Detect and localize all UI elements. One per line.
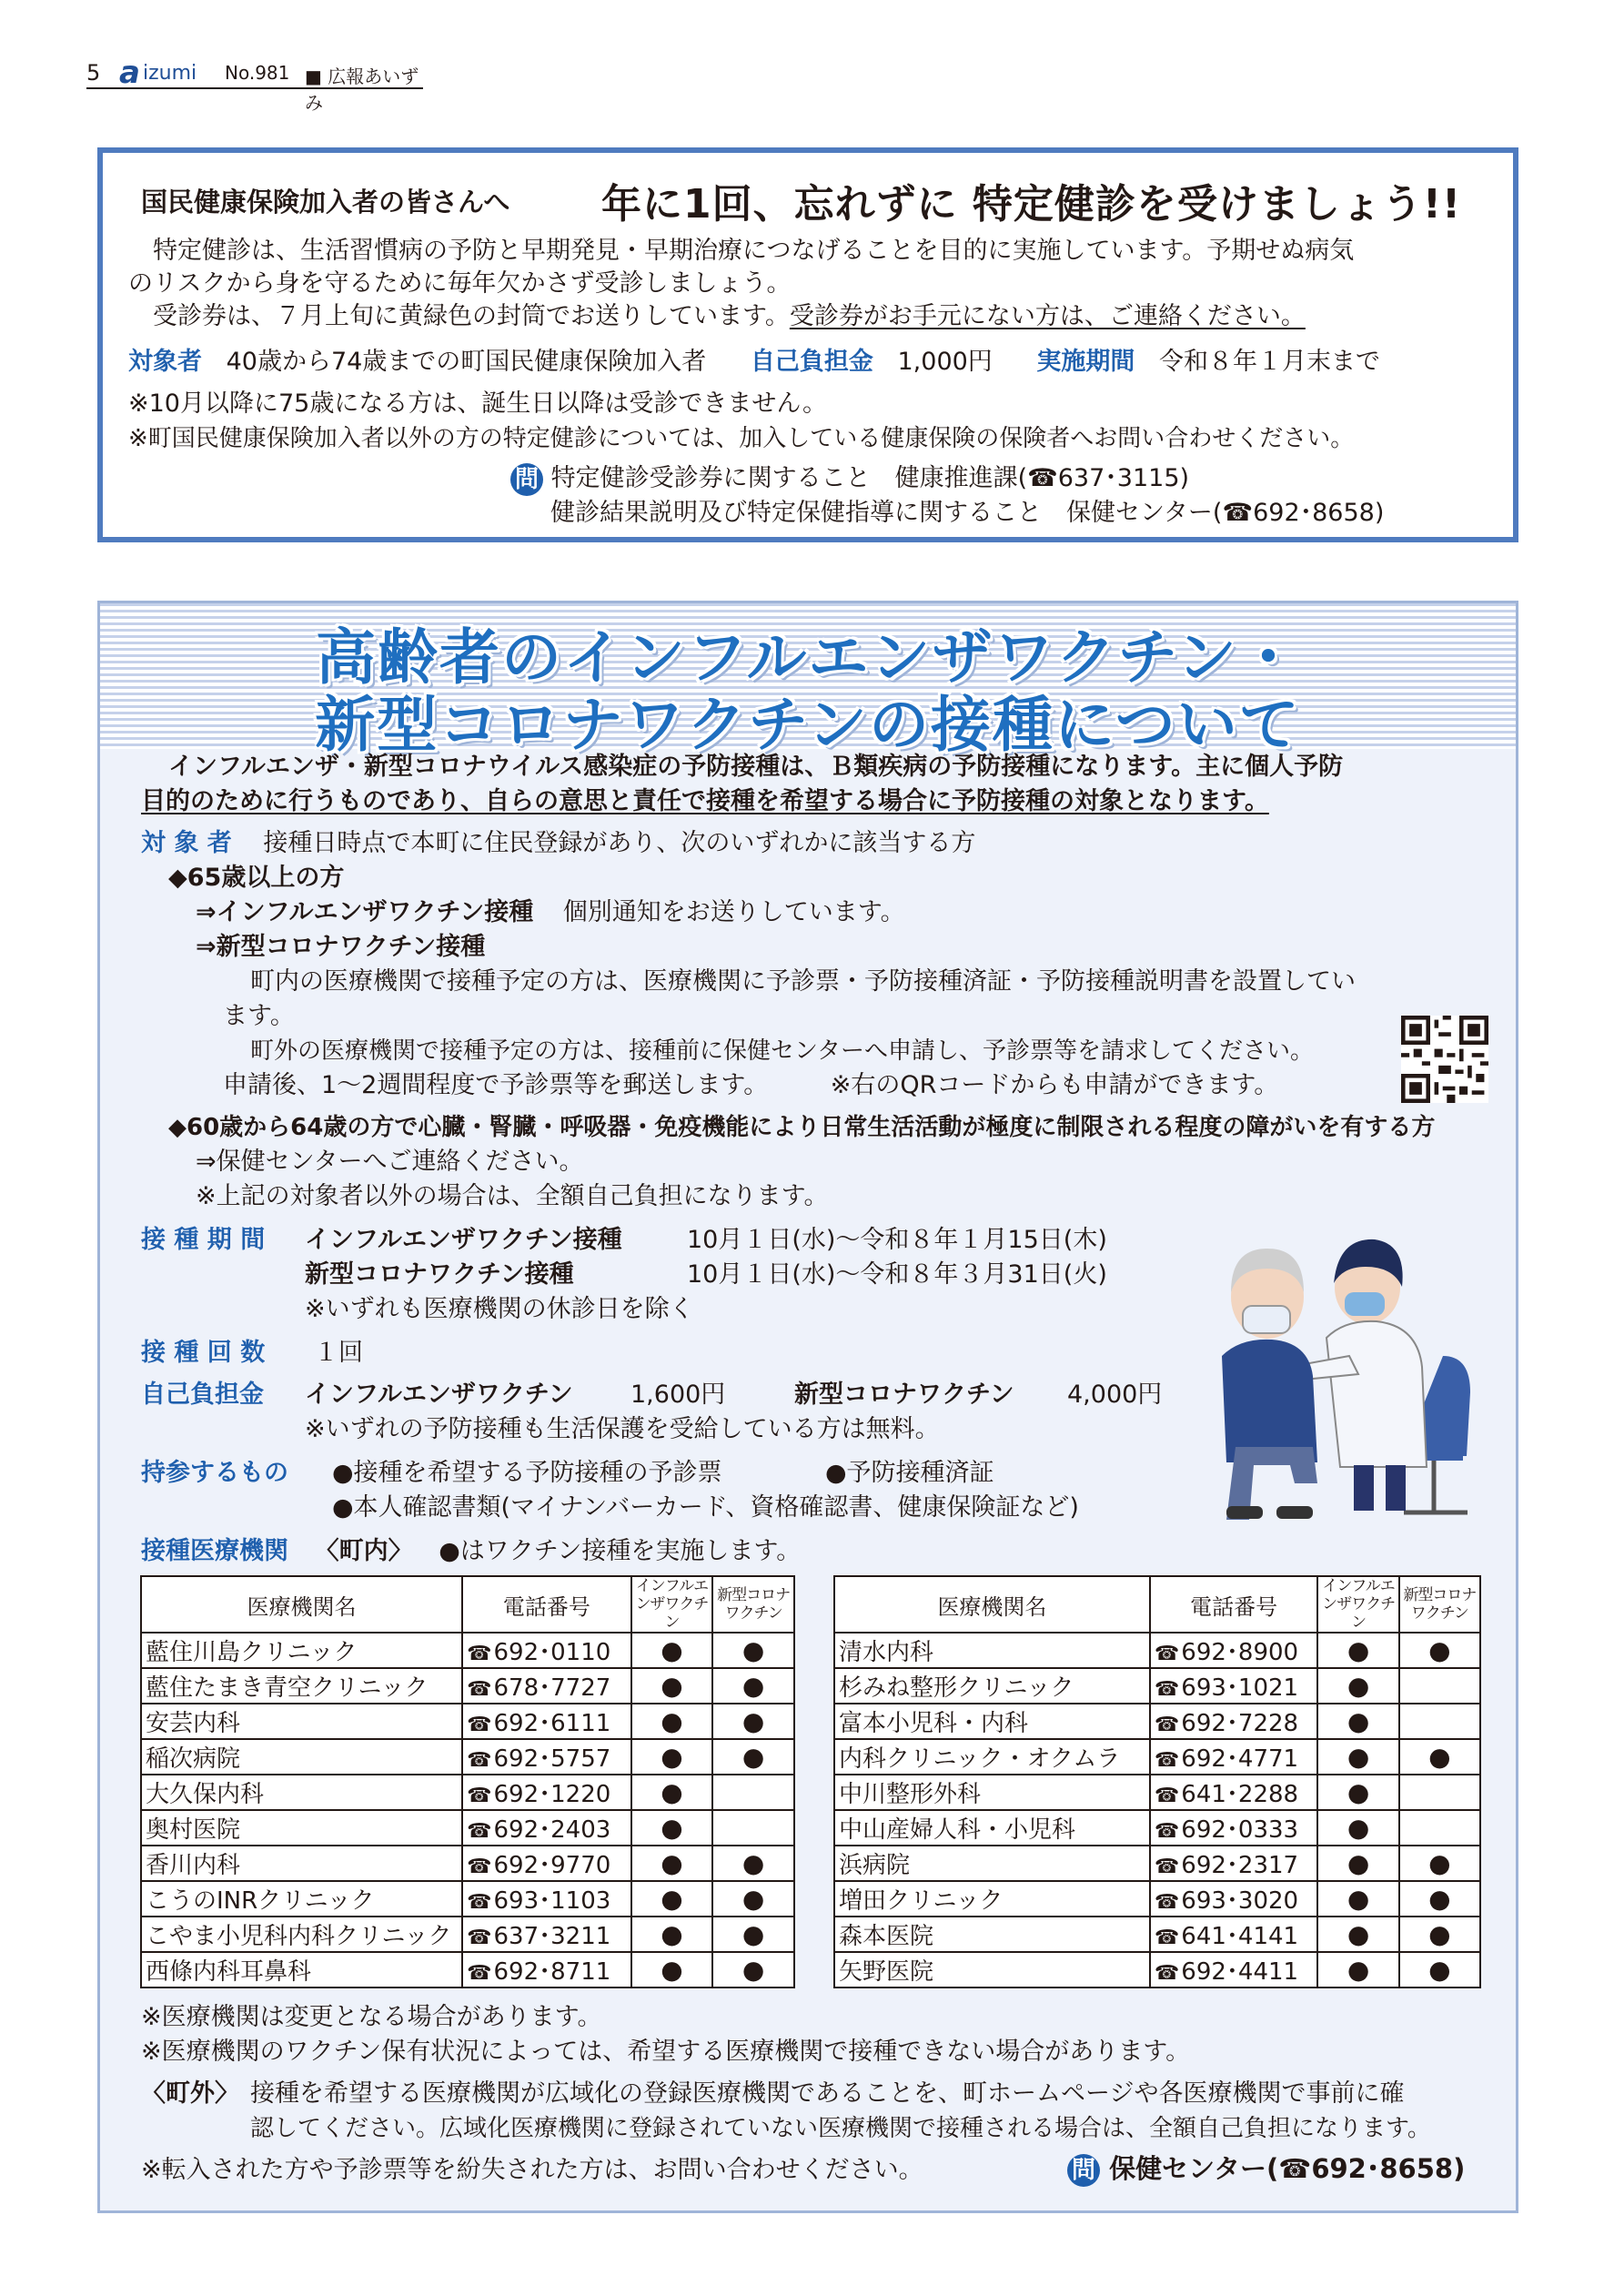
period-row1 [141,1224,1107,1257]
checkup-para1a: 特定健診は、生活習慣病の予防と早期発見・早期治療につなげることを目的に実施しています。予期せぬ病気 [153,237,1355,265]
institution-name: 安芸内科 [141,1704,462,1739]
vaccination-illustration [1199,1219,1499,1529]
vaccine-contact [1067,2152,1465,2187]
covid-mark: ● [712,1633,794,1668]
table-row [834,1846,1480,1881]
institution-phone: ☎ 692･4771 [1150,1739,1318,1775]
period-note: ※いずれも医療機関の休診日を除く [305,1295,694,1323]
institution-name: 矢野医院 [834,1952,1150,1988]
institution-name: 森本医院 [834,1917,1150,1952]
fee-value: 1,000円 [897,348,993,376]
checkup-contact2: 健診結果説明及び特定保健指導に関すること 保健センター(☎692･8658) [550,499,1385,527]
bring-label: 持参するもの [141,1459,288,1487]
fee-covid: 新型コロナワクチン [794,1381,1014,1409]
flu-mark: ● [1317,1668,1398,1704]
group2: ◆60歳から64歳の方で心臓・腎臓・呼吸器・免疫機能により日常生活活動が極度に制限される程度の障がいを有する方 [168,1114,1436,1141]
inquiry-icon: 問 [1067,2154,1100,2187]
v-target: 接種日時点で本町に住民登録があり、次のいずれかに該当する方 [263,829,976,857]
flu-mark: ● [631,1952,713,1988]
checkup-notice [97,147,1518,542]
table-row [834,1633,1480,1668]
covid-mark [1399,1704,1480,1739]
th-tel: 電話番号 [1150,1576,1318,1633]
flu-mark: ● [631,1810,713,1846]
institution-phone: ☎ 692･8900 [1150,1633,1318,1668]
institution-name: 奥村医院 [141,1810,462,1846]
period-flu: インフルエンザワクチン接種 [305,1226,622,1254]
count-label: 接 種 回 数 [141,1339,266,1367]
institution-name: 藍住川島クリニック [141,1633,462,1668]
institution-phone: ☎ 692･6111 [462,1704,630,1739]
table-note1: ※医療機関は変更となる場合があります。 [141,2003,602,2031]
institutions-heading [141,1535,801,1568]
institution-table-right [833,1575,1481,1988]
covid-mark: ● [1399,1952,1480,1988]
table-row [834,1739,1480,1775]
fee-covid-value: 4,000円 [1067,1381,1163,1409]
institution-phone: ☎ 637･3211 [462,1917,630,1952]
outside-text2: 認してください。広域化医療機関に登録されていない医療機関で接種される場合は、全額自己負担になります。 [250,2115,1431,2142]
table-row [141,1739,794,1775]
covid-mark: ● [712,1917,794,1952]
th-tel: 電話番号 [462,1576,630,1633]
count-value: １回 [314,1339,363,1367]
institution-phone: ☎ 641･2288 [1150,1775,1318,1810]
institution-name: 藍住たまき青空クリニック [141,1668,462,1704]
table-row [834,1881,1480,1917]
covid-mark: ● [1399,1739,1480,1775]
institution-phone: ☎ 693･3020 [1150,1881,1318,1917]
checkup-note2: ※町国民健康保険加入者以外の方の特定健診については、加入している健康保険の保険者へお問い合わせください。 [128,425,1355,452]
covid-mark [712,1775,794,1810]
group1-covid-text2: ます。 [223,1002,295,1030]
table-row [834,1810,1480,1846]
institution-phone: ☎ 692･0333 [1150,1810,1318,1846]
group2-note: ※上記の対象者以外の場合は、全額自己負担になります。 [196,1182,829,1210]
institution-phone: ☎ 693･1021 [1150,1668,1318,1704]
inst-note: ●はワクチン接種を実施します。 [439,1537,802,1565]
institution-name: 増田クリニック [834,1881,1150,1917]
table-row [141,1775,794,1810]
checkup-para2b: 受診券がお手元にない方は、ご連絡ください。 [789,302,1306,330]
intro-line1: インフルエンザ・新型コロナウイルス感染症の予防接種は、Ｂ類疾病の予防接種になります。主に個人予防 [168,753,1344,781]
institution-name: 清水内科 [834,1633,1150,1668]
period-row2 [305,1259,1107,1291]
inst-label: 接種医療機関 [141,1537,288,1565]
table-row [141,1668,794,1704]
covid-mark: ● [1399,1846,1480,1881]
institution-name: 富本小児科・内科 [834,1704,1150,1739]
th-flu: インフルエンザワクチン [631,1576,713,1633]
table-row [141,1810,794,1846]
group2-contact: ⇒保健センターへご連絡ください。 [196,1148,584,1176]
target-value: 40歳から74歳までの町国民健康保険加入者 [226,348,707,376]
flu-mark: ● [631,1917,713,1952]
flu-mark: ● [1317,1810,1398,1846]
outside-text1: 接種を希望する医療機関が広域化の登録医療機関であることを、町ホームページや各医療機関で事前に確 [250,2079,1405,2108]
flu-mark: ● [631,1775,713,1810]
th-name: 医療機関名 [141,1576,462,1633]
flu-mark: ● [1317,1633,1398,1668]
checkup-para2a: 受診券は、７月上旬に黄緑色の封筒でお送りしています。 [153,302,790,330]
bring-item2: ●予防接種済証 [825,1459,994,1487]
target-label: 対象者 [128,348,202,376]
covid-mark: ● [1399,1881,1480,1917]
table-row [141,1846,794,1881]
logo-mark: a [119,55,140,91]
covid-mark: ● [712,1704,794,1739]
institution-table-left [140,1575,795,1988]
v-target-label: 対 象 者 [141,829,232,857]
fee-note: ※いずれの予防接種も生活保護を受給している方は無料。 [305,1415,940,1443]
institution-phone: ☎ 692･5757 [462,1739,630,1775]
flu-mark: ● [1317,1739,1398,1775]
page-number: 5 [86,60,101,86]
bring-item1: ●接種を希望する予防接種の予診票 [332,1459,722,1487]
institution-name: 浜病院 [834,1846,1150,1881]
outside-label: 〈町外〉 [141,2079,239,2108]
v-period-label: 接 種 期 間 [141,1226,266,1254]
covid-mark [1399,1775,1480,1810]
period-label: 実施期間 [1036,348,1135,376]
institution-phone: ☎ 692･7228 [1150,1704,1318,1739]
table-row [834,1952,1480,1988]
flu-mark: ● [1317,1881,1398,1917]
group1-covid-mail: 申請後、1～2週間程度で予診票等を郵送します。 [223,1071,769,1099]
table-row [834,1917,1480,1952]
flu-mark: ● [631,1846,713,1881]
table-row [834,1704,1480,1739]
group1-covid-text3: 町外の医療機関で接種予定の方は、接種前に保健センターへ申請し、予診票等を請求してください。 [250,1037,1314,1065]
covid-mark: ● [712,1739,794,1775]
flu-mark: ● [1317,1917,1398,1952]
checkup-title: 年に1回、忘れずに 特定健診を受けましょう!! [601,181,1462,228]
group1-flu [196,896,905,929]
issue-number: No.981 [225,62,290,84]
table-row [141,1704,794,1739]
bring-item3: ●本人確認書類(マイナンバーカード、資格確認書、健康保険証など) [332,1493,1079,1522]
table-row [141,1881,794,1917]
group1-flu-label: ⇒インフルエンザワクチン接種 [196,898,534,926]
table-row [141,1633,794,1668]
contact-text: 保健センター(☎692･8658) [1109,2153,1466,2184]
fee-row [141,1379,1163,1411]
group1-covid-text4 [223,1069,1278,1102]
publication-name: ■ 広報あいずみ [305,66,419,114]
covid-mark: ● [1399,1633,1480,1668]
v-fee-label: 自己負担金 [141,1381,264,1409]
group1: ◆65歳以上の方 [168,864,345,892]
checkup-contact1 [510,462,1189,496]
institution-name: こうのINRクリニック [141,1881,462,1917]
covid-mark: ● [712,1952,794,1988]
covid-mark [712,1810,794,1846]
flu-mark: ● [631,1668,713,1704]
institution-phone: ☎ 692･4411 [1150,1952,1318,1988]
covid-mark [1399,1668,1480,1704]
institution-name: 内科クリニック・オクムラ [834,1739,1150,1775]
checkup-note1: ※10月以降に75歳になる方は、誕生日以降は受診できません。 [128,389,827,418]
institution-name: 大久保内科 [141,1775,462,1810]
covid-mark: ● [712,1846,794,1881]
th-covid: 新型コロナワクチン [1399,1576,1480,1633]
flu-mark: ● [631,1881,713,1917]
contact-line1: 特定健診受診券に関すること 健康推進課(☎637･3115) [550,464,1190,492]
period-value: 令和８年１月末まで [1158,348,1380,376]
institution-name: 稲次病院 [141,1739,462,1775]
flu-mark: ● [631,1704,713,1739]
th-name: 医療機関名 [834,1576,1150,1633]
institution-phone: ☎ 641･4141 [1150,1917,1318,1952]
group1-covid-text1: 町内の医療機関で接種予定の方は、医療機関に予診票・予防接種済証・予防接種説明書を設置してい [250,967,1356,996]
checkup-info-row [128,346,1380,379]
institution-phone: ☎ 692･9770 [462,1846,630,1881]
checkup-para2 [153,300,1306,333]
institution-name: 西條内科耳鼻科 [141,1952,462,1988]
logo-text: izumi [143,62,197,85]
institution-phone: ☎ 692･1220 [462,1775,630,1810]
table-row [834,1668,1480,1704]
page-header [86,55,423,114]
table-row [141,1952,794,1988]
institution-phone: ☎ 693･1103 [462,1881,630,1917]
flu-mark: ● [1317,1952,1398,1988]
fee-flu-value: 1,600円 [630,1381,726,1409]
table-note2: ※医療機関のワクチン保有状況によっては、希望する医療機関で接種できない場合があります。 [141,2038,1191,2066]
checkup-para1b: のリスクから身を守るために毎年欠かさず受診しましょう。 [128,269,792,298]
period-flu-date: 10月１日(水)～令和８年１月15日(木) [687,1226,1107,1254]
institution-phone: ☎ 692･8711 [462,1952,630,1988]
flu-mark: ● [1317,1704,1398,1739]
flu-mark: ● [631,1633,713,1668]
institution-phone: ☎ 692･0110 [462,1633,630,1668]
group1-flu-note: 個別通知をお送りしています。 [562,898,905,926]
vaccine-title-line2: 新型コロナワクチンの接種について [315,690,1301,760]
fee-label: 自己負担金 [750,348,873,376]
institution-name: 中山産婦人科・小児科 [834,1810,1150,1846]
target-row [141,827,975,860]
group1-covid: ⇒新型コロナワクチン接種 [196,933,486,961]
th-flu: インフルエンザワクチン [1317,1576,1398,1633]
inquiry-icon: 問 [510,463,543,496]
last-note: ※転入された方や予診票等を紛失された方は、お問い合わせください。 [141,2156,923,2184]
flu-mark: ● [1317,1775,1398,1810]
bring-row1 [141,1457,994,1490]
qr-code[interactable] [1401,1016,1488,1103]
table-row [834,1775,1480,1810]
fee-flu: インフルエンザワクチン [305,1381,573,1409]
table-row [141,1917,794,1952]
intro-line2: 目的のために行うものであり、自らの意思と責任で接種を希望する場合に予防接種の対象となります。 [141,787,1269,815]
institution-name: こやま小児科内科クリニック [141,1917,462,1952]
covid-mark: ● [712,1881,794,1917]
flu-mark: ● [1317,1846,1398,1881]
institution-phone: ☎ 692･2317 [1150,1846,1318,1881]
institution-phone: ☎ 692･2403 [462,1810,630,1846]
flu-mark: ● [631,1739,713,1775]
covid-mark: ● [1399,1917,1480,1952]
period-covid-date: 10月１日(水)～令和８年３月31日(火) [687,1260,1107,1289]
qr-note: ※右のQRコードからも申請ができます。 [830,1071,1279,1099]
th-covid: 新型コロナワクチン [712,1576,794,1633]
institution-name: 香川内科 [141,1846,462,1881]
covid-mark [1399,1810,1480,1846]
period-covid: 新型コロナワクチン接種 [305,1260,574,1289]
checkup-lead: 国民健康保険加入者の皆さんへ [141,187,510,217]
vaccine-title-line1: 高齢者のインフルエンザワクチン・ [315,622,1301,693]
count-row [141,1337,363,1370]
institution-name: 杉みね整形クリニック [834,1668,1150,1704]
covid-mark: ● [712,1668,794,1704]
institution-phone: ☎ 678･7727 [462,1668,630,1704]
inst-town: 〈町内〉 [314,1537,413,1565]
institution-name: 中川整形外科 [834,1775,1150,1810]
